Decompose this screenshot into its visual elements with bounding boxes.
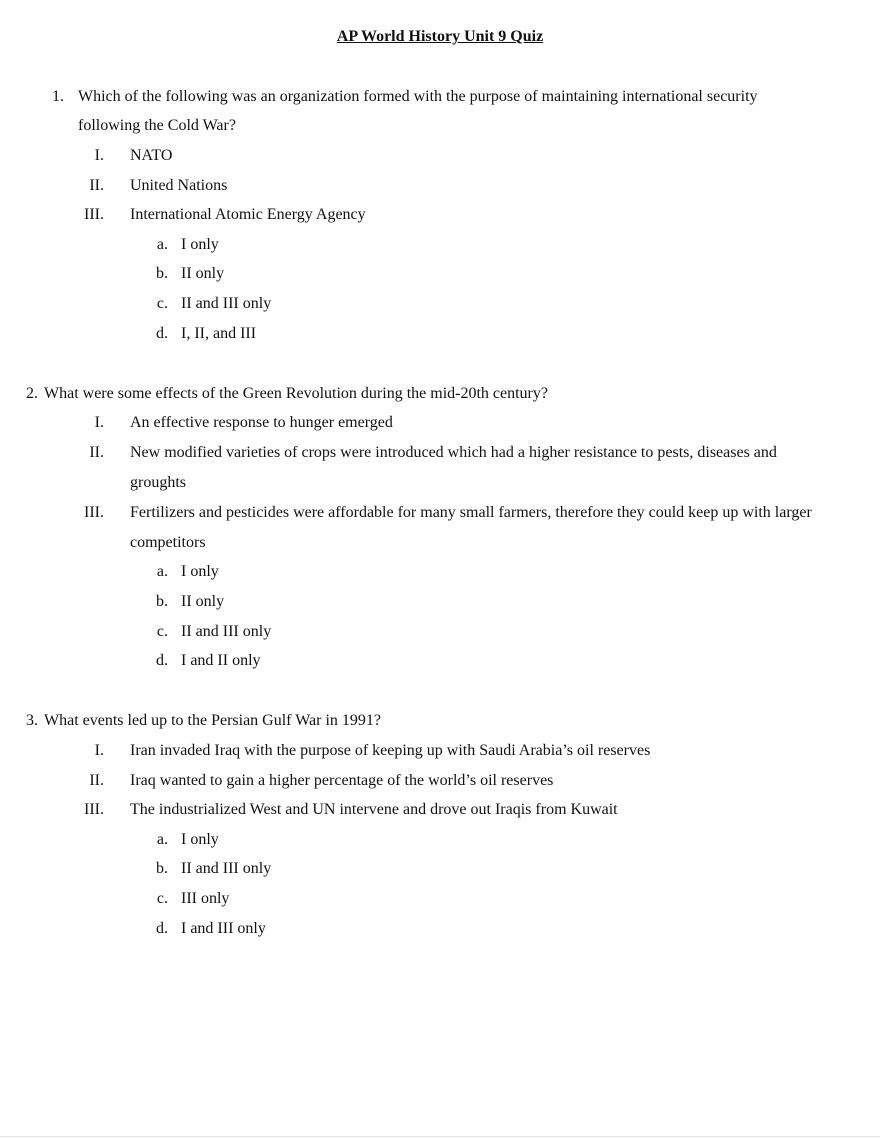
choice-letter: d. (156, 652, 168, 669)
question-number: 1. (52, 88, 64, 105)
choice-text: I only (181, 236, 219, 253)
statement-numeral: II. (89, 177, 104, 194)
question-number: 2. (26, 385, 38, 402)
choice-text: III only (181, 890, 230, 907)
question-number: 3. (26, 712, 38, 729)
choice-letter: a. (156, 563, 168, 580)
choice-text: II and III only (181, 623, 272, 640)
statement-text: Iraq wanted to gain a higher percentage of the world’s oil reserves (130, 772, 554, 789)
statement-numeral: II. (89, 772, 104, 789)
choice-text: I and III only (181, 920, 266, 937)
statement-numeral: III. (84, 801, 104, 818)
statement-text: Iran invaded Iraq with the purpose of keeping up with Saudi Arabia’s oil reserves (130, 742, 651, 759)
choice-letter: b. (156, 593, 168, 610)
choice-text: I and II only (181, 652, 261, 669)
statement-text: The industrialized West and UN intervene and drove out Iraqis from Kuwait (130, 801, 618, 818)
choice-text: I only (181, 563, 219, 580)
statement-text: International Atomic Energy Agency (130, 206, 366, 223)
statement-numeral: III. (84, 504, 104, 521)
choice-letter: a. (156, 831, 168, 848)
statement-text: United Nations (130, 177, 228, 194)
question-text: Which of the following was an organization formed with the purpose of maintaining international security (78, 88, 758, 105)
choice-letter: b. (156, 860, 168, 877)
statement-text: Fertilizers and pesticides were affordable for many small farmers, therefore they could keep up with larger (130, 504, 812, 521)
question-text-continued: following the Cold War? (78, 117, 236, 134)
choice-text: I only (181, 831, 219, 848)
choice-letter: c. (156, 623, 168, 640)
statement-numeral: II. (89, 444, 104, 461)
choice-letter: d. (156, 920, 168, 937)
choice-text: II and III only (181, 295, 272, 312)
statement-numeral: I. (94, 147, 104, 164)
choice-letter: c. (156, 890, 168, 907)
choice-text: I, II, and III (181, 325, 257, 342)
choice-text: II only (181, 593, 225, 610)
question-text: What were some effects of the Green Revolution during the mid-20th century? (44, 385, 548, 402)
statement-text: An effective response to hunger emerged (130, 414, 393, 431)
statement-numeral: III. (84, 206, 104, 223)
choice-letter: b. (156, 265, 168, 282)
choice-letter: c. (156, 295, 168, 312)
statement-text: New modified varieties of crops were introduced which had a higher resistance to pests, diseases and (130, 444, 777, 461)
statement-text: NATO (130, 147, 173, 164)
statement-numeral: I. (94, 414, 104, 431)
choice-text: II and III only (181, 860, 272, 877)
statement-numeral: I. (94, 742, 104, 759)
choice-text: II only (181, 265, 225, 282)
quiz-title: AP World History Unit 9 Quiz (336, 28, 544, 45)
choice-letter: a. (156, 236, 168, 253)
statement-text-continued: competitors (130, 534, 206, 551)
choice-letter: d. (156, 325, 168, 342)
question-text: What events led up to the Persian Gulf War in 1991? (44, 712, 381, 729)
page-bottom-edge (0, 1136, 880, 1137)
statement-text-continued: groughts (130, 474, 186, 491)
